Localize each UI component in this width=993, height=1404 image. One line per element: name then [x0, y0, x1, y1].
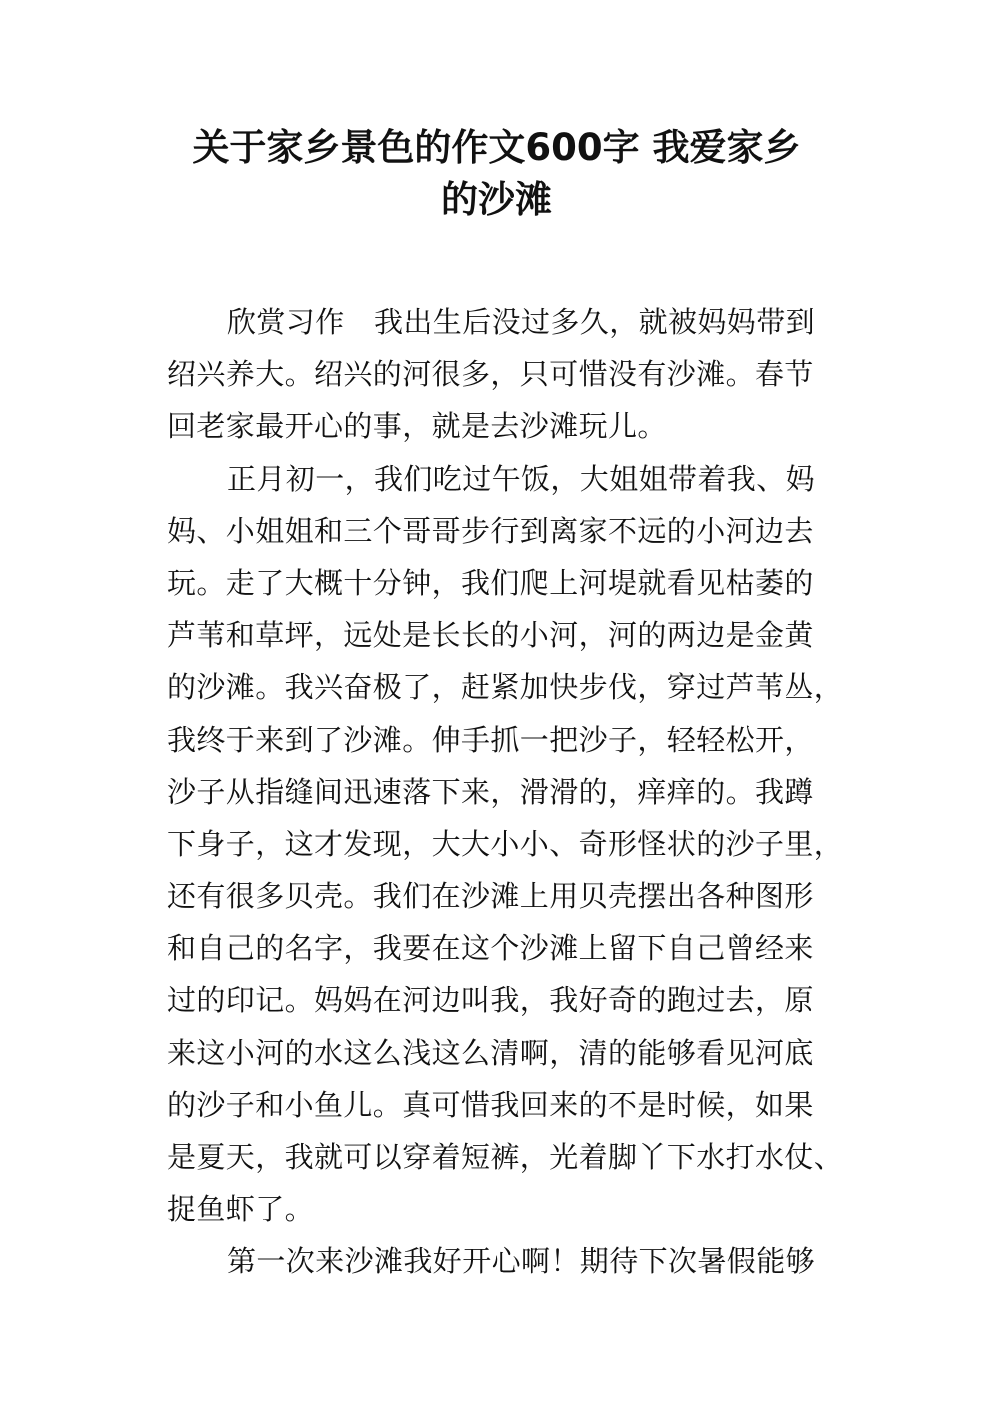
text-line: 我终于来到了沙滩。伸手抓一把沙子，轻轻松开，: [167, 722, 814, 757]
text-line: 来这小河的水这么浅这么清啊，清的能够看见河底: [167, 1035, 814, 1070]
text-line: 还有很多贝壳。我们在沙滩上用贝壳摆出各种图形: [167, 879, 814, 914]
text-line: 沙子从指缝间迅速落下来，滑滑的，痒痒的。我蹲: [167, 774, 814, 809]
title-line-2: 的沙滩: [441, 178, 552, 221]
text-line: 的沙子和小鱼儿。真可惜我回来的不是时候，如果: [167, 1087, 814, 1122]
paragraph-2: [167, 453, 847, 1236]
text-line: 欣赏习作 我出生后没过多久，就被妈妈带到: [227, 305, 816, 339]
text-line: 第一次来沙滩我好开心啊！期待下次暑假能够: [227, 1244, 816, 1279]
paragraph-1: [167, 296, 847, 453]
text-line: 和自己的名字，我要在这个沙滩上留下自己曾经来: [167, 931, 814, 966]
text-line: 玩。走了大概十分钟，我们爬上河堤就看见枯萎的: [167, 565, 814, 600]
document-title: [0, 122, 993, 226]
paragraph-3: [167, 1235, 847, 1287]
text-line: 是夏天，我就可以穿着短裤，光着脚丫下水打水仗、: [167, 1140, 844, 1174]
text-line: 下身子，这才发现，大大小小、奇形怪状的沙子里，: [167, 826, 844, 861]
text-line: 妈、小姐姐和三个哥哥步行到离家不远的小河边去: [167, 513, 814, 548]
title-line-1: 关于家乡景色的作文600字 我爱家乡: [192, 126, 801, 169]
text-line: 绍兴养大。绍兴的河很多，只可惜没有沙滩。春节: [167, 357, 814, 392]
text-line: 的沙滩。我兴奋极了，赶紧加快步伐，穿过芦苇丛，: [167, 670, 844, 705]
text-line: 正月初一，我们吃过午饭，大姐姐带着我、妈: [227, 461, 816, 496]
document-body: [167, 296, 847, 1288]
text-line: 捉鱼虾了。: [167, 1192, 315, 1227]
text-line: 过的印记。妈妈在河边叫我，我好奇的跑过去，原: [167, 983, 814, 1018]
text-line: 芦苇和草坪，远处是长长的小河，河的两边是金黄: [167, 618, 814, 653]
text-line: 回老家最开心的事，就是去沙滩玩儿。: [167, 409, 667, 444]
